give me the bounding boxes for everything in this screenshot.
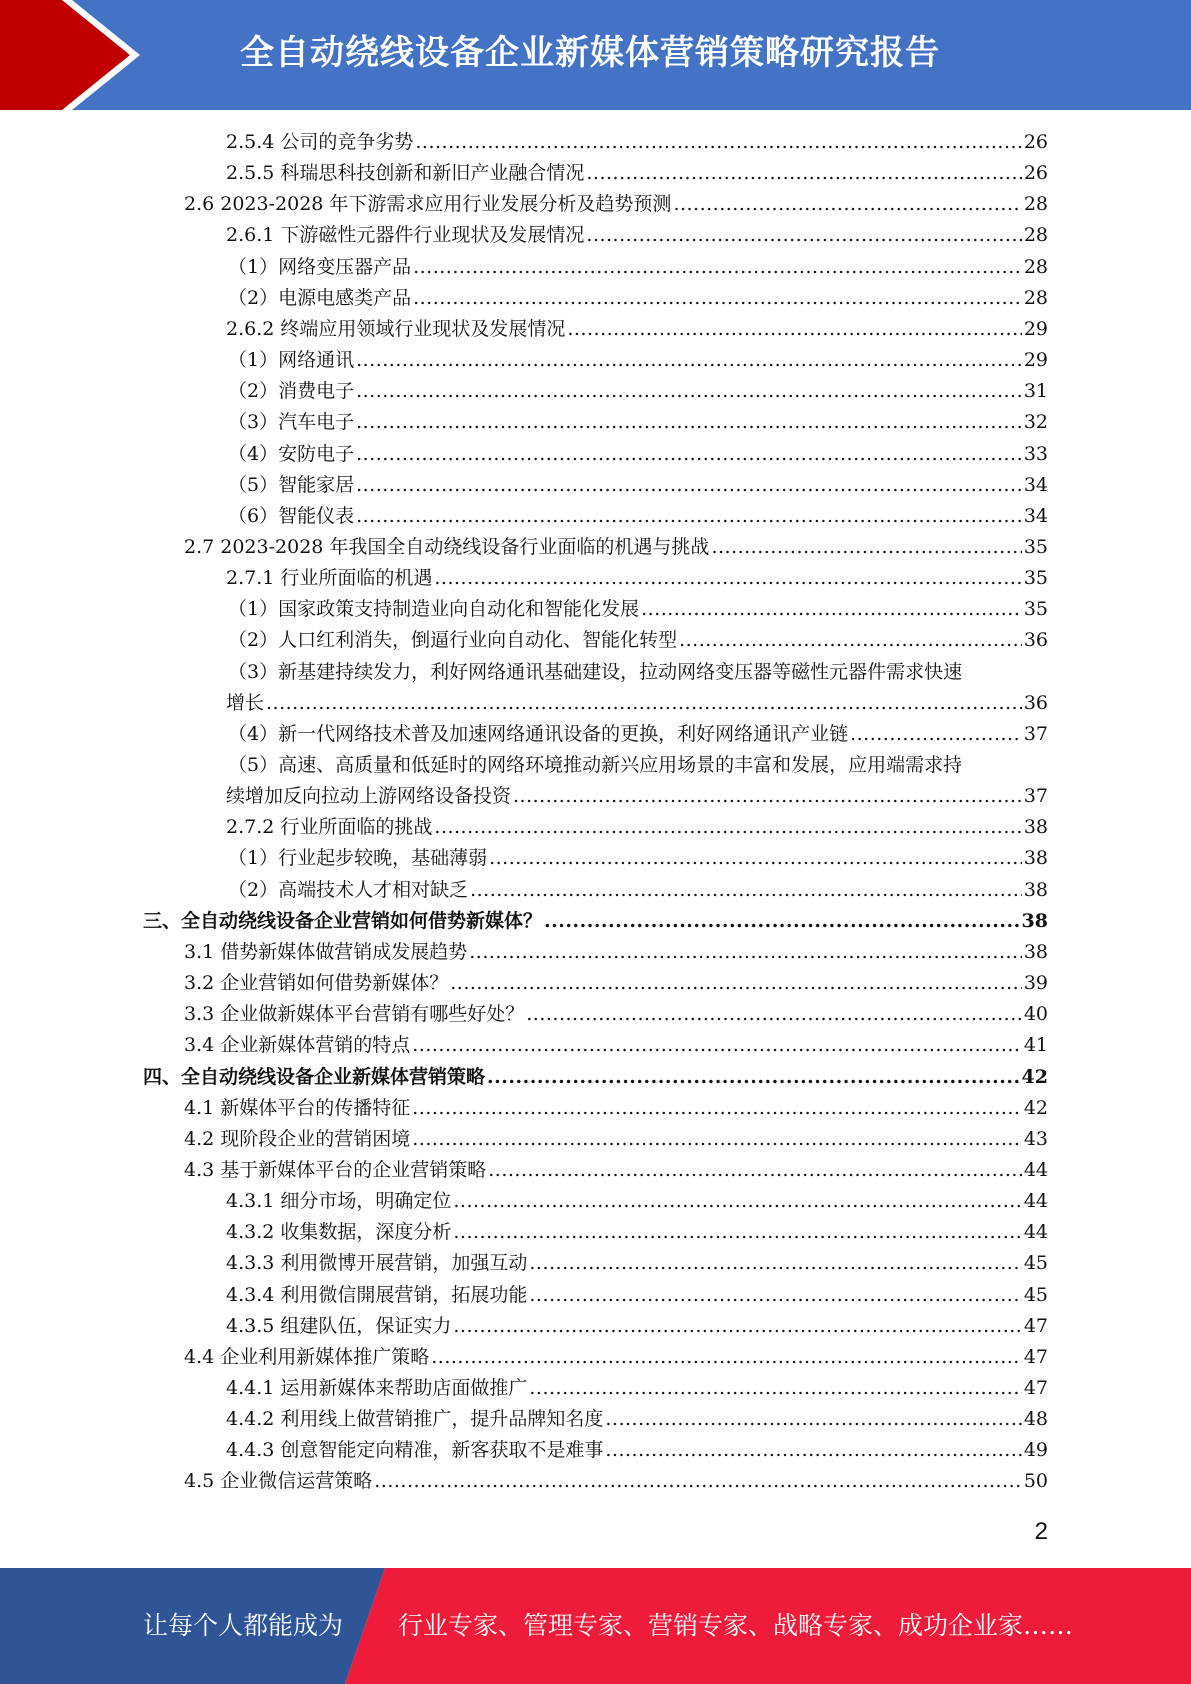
toc-entry-label: （2）人口红利消失，倒逼行业向自动化、智能化转型 [228,629,678,651]
footer-slogan-right: 行业专家、管理专家、营销专家、战略专家、成功企业家…… [398,1611,1074,1640]
toc-dot-leader [434,563,1021,594]
toc-entry-label: （2）电源电感类产品 [228,287,412,309]
toc-entry-label: 4.4 企业利用新媒体推广策略 [184,1346,430,1368]
toc-entry[interactable] [226,314,1048,345]
toc-entry[interactable] [228,719,1048,750]
toc-entry-page-number: 36 [1023,692,1048,714]
toc-entry-page-number: 37 [1023,723,1048,745]
toc-dot-leader [605,1404,1021,1435]
toc-entry-page-number: 26 [1023,131,1048,153]
toc-dot-leader [488,1155,1022,1186]
toc-entry-page-number: 50 [1023,1470,1048,1492]
toc-dot-leader [586,220,1021,251]
toc-entry-label: 2.7 2023-2028 年我国全自动绕线设备行业面临的机遇与挑战 [184,536,710,558]
toc-dot-leader [434,812,1021,843]
toc-dot-leader [529,1373,1021,1404]
toc-entry-page-number: 34 [1023,505,1048,527]
toc-entry-page-number: 47 [1023,1315,1048,1337]
toc-entry[interactable] [228,501,1048,532]
toc-entry[interactable] [184,1342,1048,1373]
toc-entry[interactable] [184,937,1048,968]
toc-dot-leader [356,345,1022,376]
toc-entry-label: 4.4.2 利用线上做营销推广，提升品牌知名度 [226,1408,604,1430]
toc-entry-label: 2.7.2 行业所面临的挑战 [226,816,433,838]
toc-dot-leader [489,843,1022,874]
toc-entry-page-number: 37 [1023,785,1048,807]
toc-entry-page-number: 42 [1021,1066,1048,1088]
toc-dot-leader [356,470,1022,501]
toc-entry-page-number: 31 [1023,380,1048,402]
toc-entry-label: 4.1 新媒体平台的传播特征 [184,1097,411,1119]
toc-entry-label: 2.5.4 公司的竞争劣势 [226,131,414,153]
toc-dot-leader [469,937,1022,968]
toc-entry-page-number: 34 [1023,474,1048,496]
toc-entry[interactable] [184,1030,1048,1061]
toc-entry-page-number: 28 [1023,224,1048,246]
toc-entry-page-number: 28 [1023,287,1048,309]
footer-slogan-left: 让每个人都能成为 [143,1611,344,1640]
toc-entry-label: 4.3.4 利用微信開展营销，拓展功能 [226,1284,528,1306]
toc-entry-label[interactable]: （5）高速、高质量和低延时的网络环境推动新兴应用场景的丰富和发展，应用端需求持 [228,754,963,776]
toc-entry-page-number: 40 [1023,1003,1048,1025]
toc-dot-leader [567,314,1021,345]
toc-entry[interactable] [226,1404,1048,1435]
toc-dot-leader [356,439,1022,470]
toc-entry-page-number: 41 [1023,1034,1048,1056]
toc-entry-page-number: 48 [1023,1408,1048,1430]
toc-entry-page-number: 44 [1023,1190,1048,1212]
toc-entry-label: 续增加反向拉动上游网络设备投资 [226,785,512,807]
toc-entry-label: 4.3 基于新媒体平台的企业营销策略 [184,1159,487,1181]
toc-entry-page-number: 29 [1023,318,1048,340]
toc-entry-label: 4.4.1 运用新媒体来帮助店面做推广 [226,1377,528,1399]
toc-entry-page-number: 26 [1023,162,1048,184]
toc-entry[interactable] [226,563,1048,594]
toc-entry[interactable] [228,594,1048,625]
toc-entry-label: 2.6.1 下游磁性元器件行业现状及发展情况 [226,224,585,246]
toc-entry-label: 2.6.2 终端应用领域行业现状及发展情况 [226,318,566,340]
toc-entry[interactable] [184,189,1048,220]
toc-entry[interactable] [228,376,1048,407]
report-title: 全自动绕线设备企业新媒体营销策略研究报告 [240,33,940,73]
header-banner [0,0,1191,110]
toc-dot-leader [412,1124,1022,1155]
toc-entry[interactable] [184,1093,1048,1124]
toc-entry-page-number: 29 [1023,349,1048,371]
toc-dot-leader [356,407,1022,438]
toc-entry-page-number: 35 [1023,567,1048,589]
toc-entry-label: 3.4 企业新媒体营销的特点 [184,1034,411,1056]
toc-dot-leader [453,1186,1021,1217]
toc-entry-page-number: 36 [1023,629,1048,651]
toc-dot-leader [470,875,1022,906]
toc-dot-leader [605,1435,1021,1466]
page-number: 2 [1034,1518,1048,1545]
toc-entry-label: 2.6 2023-2028 年下游需求应用行业发展分析及趋势预测 [184,193,672,215]
toc-dot-leader [412,1093,1022,1124]
toc-entry-label: 三、全自动绕线设备企业营销如何借势新媒体？ [143,910,543,932]
toc-dot-leader [513,781,1022,812]
toc-entry-page-number: 32 [1023,411,1048,433]
toc-entry-label: （2）消费电子 [228,380,355,402]
toc-entry-page-number: 35 [1023,536,1048,558]
toc-entry-label: （1）网络变压器产品 [228,256,412,278]
toc-entry[interactable] [228,252,1048,283]
toc-entry-label: （1）网络通讯 [228,349,355,371]
toc-entry[interactable] [226,812,1048,843]
toc-entry[interactable] [228,875,1048,906]
toc-dot-leader [641,594,1022,625]
toc-entry-page-number: 38 [1023,941,1048,963]
toc-dot-leader [526,999,1022,1030]
toc-entry-label: 4.3.2 收集数据，深度分析 [226,1221,452,1243]
toc-entry[interactable] [228,843,1048,874]
toc-entry-page-number: 45 [1023,1284,1048,1306]
toc-dot-leader [450,968,1022,999]
toc-entry[interactable] [226,688,1048,719]
footer-banner [0,1568,1191,1684]
toc-entry-label: （3）汽车电子 [228,411,355,433]
toc-entry-label: 2.5.5 科瑞思科技创新和新旧产业融合情况 [226,162,585,184]
toc-entry-page-number: 38 [1021,910,1048,932]
toc-entry-page-number: 47 [1023,1346,1048,1368]
toc-dot-leader [453,1217,1021,1248]
toc-dot-leader [529,1248,1021,1279]
toc-entry[interactable] [226,158,1048,189]
toc-dot-leader [529,1280,1021,1311]
toc-entry-page-number: 44 [1023,1221,1048,1243]
toc-entry-label: 4.3.1 细分市场，明确定位 [226,1190,452,1212]
toc-entry-label: 2.7.1 行业所面临的机遇 [226,567,433,589]
toc-dot-leader [586,158,1021,189]
toc-entry[interactable] [228,283,1048,314]
toc-entry-label: 3.3 企业做新媒体平台营销有哪些好处？ [184,1003,525,1025]
toc-entry-label: 4.4.3 创意智能定向精准，新客获取不是难事 [226,1439,604,1461]
toc-entry-label: 4.5 企业微信运营策略 [184,1470,373,1492]
toc-entry-page-number: 44 [1023,1159,1048,1181]
toc-entry-page-number: 43 [1023,1128,1048,1150]
toc-entry-label: 4.3.3 利用微博开展营销，加强互动 [226,1252,528,1274]
toc-entry[interactable] [228,345,1048,376]
toc-entry-label: （6）智能仪表 [228,505,355,527]
toc-entry-page-number: 49 [1023,1439,1048,1461]
toc-entry[interactable] [226,1311,1048,1342]
toc-entry-page-number: 28 [1023,193,1048,215]
toc-dot-leader [374,1466,1022,1497]
toc-entry-page-number: 38 [1023,847,1048,869]
toc-entry[interactable] [184,968,1048,999]
toc-entry[interactable] [226,127,1048,158]
toc-entry[interactable] [226,1373,1048,1404]
toc-entry-page-number: 39 [1023,972,1048,994]
toc-dot-leader [413,283,1022,314]
toc-entry[interactable] [226,1435,1048,1466]
toc-entry-label: 3.2 企业营销如何借势新媒体？ [184,972,449,994]
toc-entry[interactable] [143,906,1048,937]
toc-entry-page-number: 42 [1023,1097,1048,1119]
toc-entry[interactable] [184,1124,1048,1155]
toc-entry-page-number: 33 [1023,443,1048,465]
toc-dot-leader [711,532,1021,563]
toc-entry-label: （4）安防电子 [228,443,355,465]
toc-dot-leader [266,688,1022,719]
toc-entry[interactable] [226,781,1048,812]
toc-dot-leader [850,719,1022,750]
toc-entry[interactable] [226,1280,1048,1311]
toc-entry[interactable] [228,439,1048,470]
toc-dot-leader [412,1030,1022,1061]
toc-entry[interactable] [184,1155,1048,1186]
toc-entry[interactable] [226,1248,1048,1279]
toc-entry-label: 4.3.5 组建队伍，保证实力 [226,1315,452,1337]
toc-entry[interactable] [143,1062,1048,1093]
toc-entry-label: 4.2 现阶段企业的营销困境 [184,1128,411,1150]
header-arrow-decoration [0,0,160,110]
toc-dot-leader [673,189,1021,220]
toc-entry-label: 四、全自动绕线设备企业新媒体营销策略 [143,1066,486,1088]
toc-entry[interactable] [228,625,1048,656]
toc-entry-page-number: 45 [1023,1252,1048,1274]
toc-entry-label[interactable]: （3）新基建持续发力，利好网络通讯基础建设，拉动网络变压器等磁性元器件需求快速 [228,661,963,683]
toc-dot-leader [679,625,1022,656]
toc-entry-page-number: 47 [1023,1377,1048,1399]
toc-entry[interactable] [228,407,1048,438]
toc-entry[interactable] [184,1466,1048,1497]
toc-entry-label: （4）新一代网络技术普及加速网络通讯设备的更换，利好网络通讯产业链 [228,723,849,745]
toc-dot-leader [453,1311,1021,1342]
toc-dot-leader [356,376,1022,407]
toc-entry-label: （1）行业起步较晚，基础薄弱 [228,847,488,869]
toc-entry-page-number: 38 [1023,879,1048,901]
toc-entry[interactable] [226,220,1048,251]
toc-entry-label: 3.1 借势新媒体做营销成发展趋势 [184,941,468,963]
toc-entry-label: （1）国家政策支持制造业向自动化和智能化发展 [228,598,640,620]
toc-entry-label: （5）智能家居 [228,474,355,496]
toc-entry-page-number: 38 [1023,816,1048,838]
toc-entry-label: （2）高端技术人才相对缺乏 [228,879,469,901]
toc-entry-page-number: 28 [1023,256,1048,278]
toc-dot-leader [487,1062,1020,1093]
toc-entry-page-number: 35 [1023,598,1048,620]
toc-entry[interactable] [228,470,1048,501]
toc-entry[interactable] [226,1217,1048,1248]
toc-entry-label: 增长 [226,692,265,714]
toc-dot-leader [544,906,1020,937]
toc-entry[interactable] [226,1186,1048,1217]
toc-dot-leader [415,127,1021,158]
toc-dot-leader [413,252,1022,283]
toc-entry[interactable] [184,532,1048,563]
toc-entry[interactable] [184,999,1048,1030]
toc-dot-leader [431,1342,1022,1373]
toc-dot-leader [356,501,1022,532]
